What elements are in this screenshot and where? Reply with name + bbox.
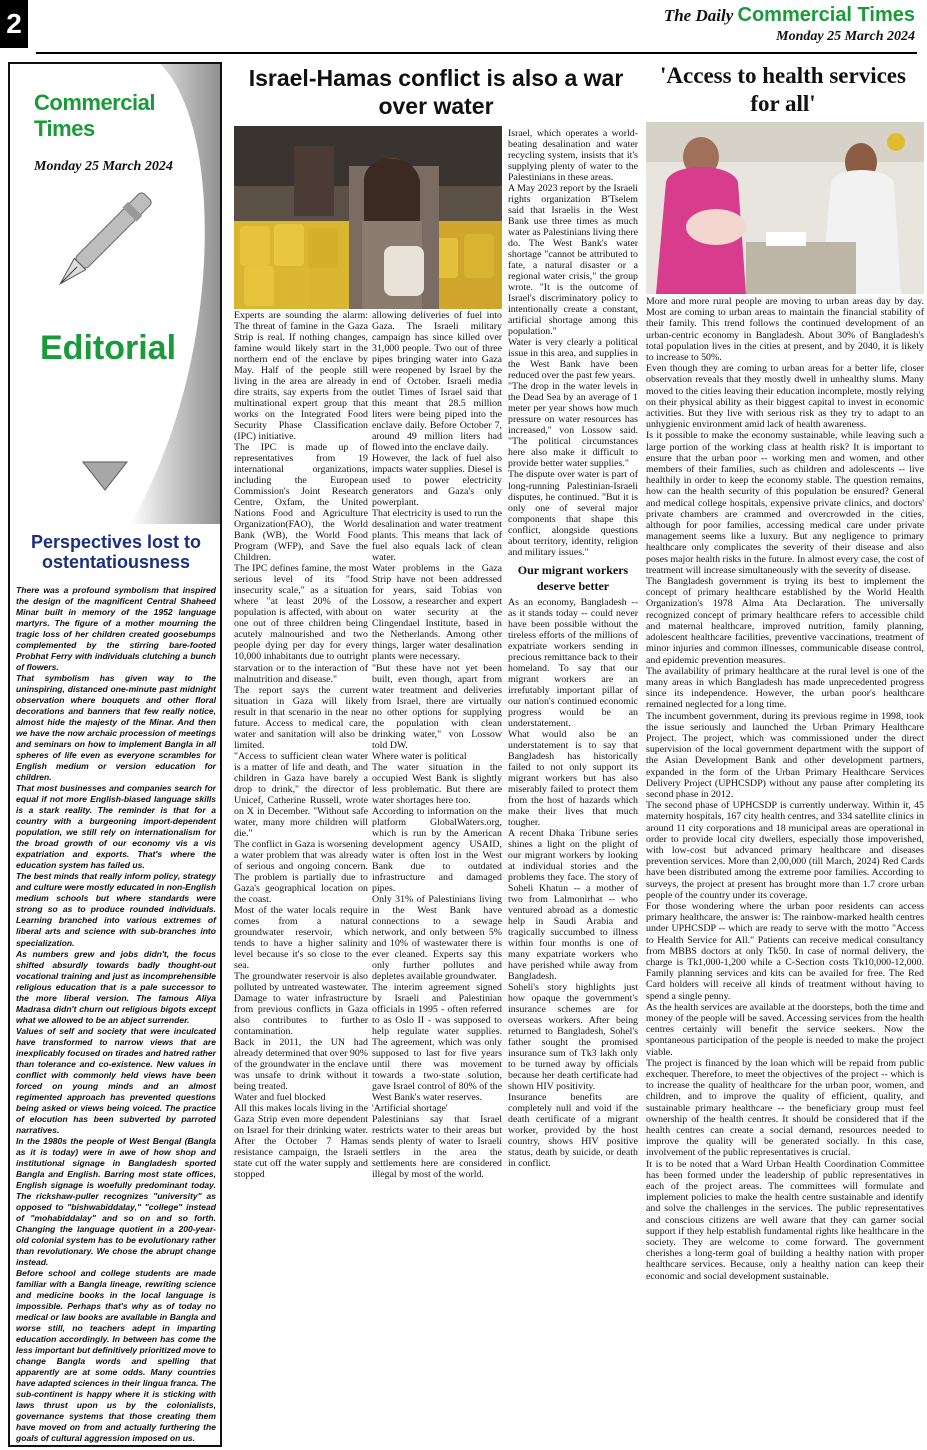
paragraph: Most of the water locals require comes from a natural groundwater reservoir, which tends to have a higher salinity level because it's so close to the sea. — [234, 904, 368, 971]
paragraph: Water is very clearly a political issue in this area, and supplies in the West Bank have been reduced over the past few years. — [508, 337, 638, 382]
paragraph: All this makes locals living in the Gaza Strip even more dependent on Israel for their drinking water. After the October 7 Hamas resistance campaign, the Israeli state cut off the water supply and stopped — [234, 1103, 368, 1181]
masthead-prefix: The Daily — [663, 6, 734, 25]
paragraph: That most businesses and companies search for equal if not more English-biased language skills is a stark reality. The reminder is that for a country with a burgeoning import-dependent population, we still rely on internationalism for the broad growth of our economy vis a vis expatriation and exports. That's where the education system has failed us. — [16, 783, 216, 871]
paragraph: The conflict in Gaza is worsening a water problem that was already of serious and ongoing concern. The problem is partially due to Gaza's geographical location on the coast. — [234, 838, 368, 905]
paragraph: The IPC defines famine, the most serious level of its "food insecurity scale," as a situation where "at least 20% of the population is affected, with about one out of three children being acutely malnourished and two people dying per day for every 10,000 inhabitants due to outright starvation or to the interaction of malnutrition and disease." — [234, 563, 368, 685]
paragraph: However, the lack of fuel also impacts water supplies. Diesel is used to power electricity generators and Gaza's only powerplant. — [372, 453, 502, 509]
paragraph: As numbers grew and jobs didn't, the focus shifted absurdly towards badly thought-out vocational training and just as incomprehensible religious education that is a pale successor to the more liberal version. The famous Aliya Madrasa didn't churn out religious bigots except what we allowed to be an abject surrender. — [16, 948, 216, 1025]
paragraph: Even though they are coming to urban areas for a better life, closer observation reveals that they mostly dwell in unhealthy slums. Many moved to the cities leaving their education incomplete, mostly relying on their physical ability as their biggest capital to invest in economic activities. But they live with serious risk as they try to adapt to an unhygienic environment amid lack of health awareness. — [646, 363, 924, 431]
paragraph: The incumbent government, during its previous regime in 1998, took the issue seriously and launched the Urban Primary Healthcare Project. The project, which was commissioned under the direct supervision of the local government department with the support of the Asian Development Bank and other development partners, expanded in the form of the Urban Primary Healthcare Services Delivery Project (UPHCSDP) without any pause after completing its second phase in 2012. — [646, 710, 924, 800]
paragraph: Israel, which operates a world-beating desalination and water recycling system, insists that it's supplying plenty of water to the Palestinians in these areas. — [508, 128, 638, 184]
paragraph: "Access to sufficient clean water is a matter of life and death, and children in Gaza have barely a drop to drink," the director of Unicef, Catherine Russell, wrote on X in December. "Without safe water, many more children will die." — [234, 750, 368, 839]
paragraph: Soheli's story highlights just how opaque the government's insurance schemes are for overseas workers. After being returned to Bangladesh, Sohel's father sought the promised insurance sum of Tk3 lakh only to be turned away by officials because her death certificate had shown HIV positivity. — [508, 982, 638, 1093]
paragraph: Insurance benefits are completely null and void if the death certificate of a migrant worker, provided by the host country, shows HIV positive status, death by suicide, or death in conflict. — [508, 1092, 638, 1170]
paragraph: It is to be noted that a Ward Urban Health Coordination Committee has been formed under the leadership of public representatives in each of the project areas. The committees will formulate and implement policies to make the health centre sustainable and identify and solve the challenges in the services. The public representatives and conscious citizens are well aware that they can garner social support if they help establish fundamental rights like healthcare in the society. They are welcome to come forward. The government cherishes a long-term goal of building a healthy nation with proper healthcare services. Because, only a healthy nation can keep their economic and social development sustainable. — [646, 1158, 924, 1282]
paragraph: The dispute over water is part of long-running Palestinian-Israeli disputes, he continued. "But it is only one of several major components that shape this conflict, alongside questions about territory, identity, religion and military issues." — [508, 469, 638, 558]
paragraph: Values of self and society that were inculcated have transformed to narrow views that are inexplicably focused on tirades and hatred rather than tolerance and co-existence. New values in conflict with commonly held views have been forced on young minds and an almost regimented approach has prevented questions being asked or views being voiced. The practice of elocution has been subverted by parroted narratives. — [16, 1025, 216, 1135]
paragraph: For those wondering where the urban poor residents can access primary healthcare, the answer is: The rainbow-marked health centres under UPHCSDP -- which are ready to serve with the motto "Access to Health Service for All." Patients can receive medical consultancy from MBBS doctors at only Tk50. In case of normal delivery, the charge is Tk1,000-1,200 while a C-Section costs Tk10,000-12,000. Family planning services and kits can be availed for free. The Red Card holders will receive all kinds of treatment without having to spend a single penny. — [646, 900, 924, 1002]
editorial-headline: Perspectives lost to ostentatiousness — [30, 532, 202, 572]
paragraph: In the 1980s the people of West Bengal (Bangla as it is today) were in awe of how shop and institutional signage in Bangladesh sported Bangla and English. Barring most state offices, English signage is woefully predominant today. The rickshaw-puller recognizes "university" as opposed to "bishwabiddalay," "college" instead of "mohabiddalay" and so on and so forth. Changing the language quotient in a 200-year-old colonial system has to be evolutionary rather than revolutionary. We chose the abrupt change instead. — [16, 1135, 216, 1267]
israel-article-col1 — [234, 310, 368, 1180]
editorial-sidebar — [8, 62, 222, 1447]
page-number: 2 — [0, 0, 28, 48]
paragraph: The interim agreement signed by Israeli and Palestinian officials in 1995 - often referred to as Oslo II - was supposed to help regulate water supplies. The agreement, which was only supposed to last for five years until there was movement towards a two-state solution, gave Israel control of 80% of the West Bank's water reserves. — [372, 981, 502, 1104]
israel-article-col2 — [372, 310, 502, 1180]
subheading: Water and fuel blocked — [234, 1092, 326, 1104]
paragraph: Before school and college students are made familiar with a Bangla lineage, rewriting science and medicine books in the local language is impossible. Perhaps that's why as of today no medical or law books are available in Bangla and worse still, no teachers adept in imparting education accordingly. In between has come the less important but definitively prioritized move to change Bangla words and spelling that apparently are at some odds. Many countries have adapted sciences in their lingua franca. The sub-continent is happy where it is sticking with laws thrust upon us by the colonialists, governance systems that those creating them have moved on from and actually furthering the goals of cultural aggression imposed on us. — [16, 1267, 216, 1444]
paragraph: Experts are sounding the alarm: The threat of famine in the Gaza Strip is real. If nothing changes, famine would likely start in the northern end of the enclave by May. Half of the people still living in the area are already in dire straits, say experts from the multinational expert group that works on the Integrated Food Security Phase Classification (IPC) initiative. — [234, 310, 368, 443]
paragraph: The IPC is made up of representatives from 19 international organizations, including the European Commission's Joint Research Centre, Oxfam, the United Nations Food and Agriculture Organization(FAO), the World Bank (WB), the World Food Program (WFP), and Save the Children. — [234, 442, 368, 564]
masthead-date: Monday 25 March 2024 — [776, 29, 915, 44]
masthead-brand — [664, 4, 915, 27]
paragraph: The second phase of UPHCSDP is currently underway. Within it, 45 maternity hospitals, 167 city health centres, and 334 satellite clinics in around 11 city corporations and 18 municipal areas are operational in order to provide local city dwellers, especially those impoverished, with low-cost but advanced primary healthcare and diseases prevention services. More than 2,00,000 (till March, 2024) Red Cards have been distributed among the extreme poor families. According to surveys, the project at present has brought more than 1.7 crore urban people of the country under its coverage. — [646, 800, 924, 901]
masthead-brand-name: Commercial Times — [737, 4, 915, 26]
subheading: Where water is political — [372, 750, 467, 762]
paragraph: There was a profound symbolism that inspired the design of the magnificent Central Shaheed Minar built in memory of the 1952 language martyrs. The figure of a mother mourning the tragic loss of her children created goosebumps complemented by the stirring bare-footed Probhat Ferry with individuals clutching a bunch of flowers. — [16, 585, 216, 673]
paragraph: What would also be an understatement is to say that Bangladesh has historically failed to not only support its migrant workers but has also miserably failed to protect them from the host of hazards which make their lives that much tougher. — [508, 728, 638, 828]
paragraph: allowing deliveries of fuel into Gaza. The Israeli military campaign has since killed over 31,000 people. Two out of three pipes bringing water into Gaza were reopened by Israel by the end of October. Israeli media outlet Times of Israel said that this meant that 28.5 million liters were being piped into the enclave daily. Before October 7, around 49 million liters had flowed into the enclave daily. — [372, 310, 502, 454]
paragraph: The availability of primary healthcare at the rural level is one of the many areas in which Bangladesh has made unprecedented progress since its independence. However, the urban poor's healthcare remained neglected for a long time. — [646, 665, 924, 711]
paragraph: That symbolism has given way to the uninspiring, distanced one-minute past midnight observation where bouquets and other floral decorations and banners that few really notice, almost hide the majesty of the Minar. And then we have the now archaic procession of meetings and seminars on how to implement Bangla in all spheres of life even as everyone scrambles for English medium or version education for children. — [16, 673, 216, 783]
paragraph: The best minds that really inform policy, strategy and culture were mostly educated in non-English medium schools but where standards were strong so as to produce rounded individuals. Learning branched into various extremes of liberal arts and science with sub-branches into specialization. — [16, 871, 216, 948]
top-rule — [36, 52, 917, 54]
sidebar-brand: Commercial Times — [34, 90, 155, 141]
paragraph: The Bangladesh government is trying its best to implement the concept of primary healthcare established by the World Health Organization's 1978 Alma Ata Declaration. The universally recognized concept of primary healthcare refers to accessible child and maternal healthcare, improved nutrition, family planning, adolescent healthcare facilities, preventive vaccinations, treatment of minor injuries and common illnesses, communicable disease control, and epidemic prevention measures. — [646, 576, 924, 666]
paragraph: A recent Dhaka Tribune series shines a light on the plight of our migrant workers by looking at individual stories and the problems they face. The story of Soheli Khatun -- a mother of two from Lalmonirhat -- who ventured abroad as a domestic help in Saudi Arabia and tragically succumbed to illness within four months is one of many expatriate workers who have perished while away from Bangladesh. — [508, 827, 638, 983]
paragraph: The project is financed by the loan which will be repaid from public exchequer. Therefore, to meet the objectives of the project -- which is to increase the quality of healthcare for the urban poor, women, and children, and to improve the quality of efficient, quality, and sustainable primary healthcare -- the beneficiary group must feel ownership of the health centres. It should be considered that if the health centres can create a social demand, resources needed to improve the quality will be generated socially. In this case, involvement of the public representatives is crucial. — [646, 1057, 924, 1159]
paragraph: Is it possible to make the economy sustainable, while leaving such a large portion of the working class at health risk? It is important to ensure that the urban poor -- working men and women, and other members of their families, such as children and adolescents -- live healthily in order to keep the economy stable. The question remains, how can the health security of this population be ensured? General and medical college hospitals, expensive private clinics, and doctors' private chambers are crammed and overcrowded in the cities, although for poor families, accessing medical care under private management seems like a luxury. But any negligence to primary healthcare only complicates the severity of their disease and also poses major health risks in the future. In almost every case, the cost of treatment will increase simultaneously with the severity of disease. — [646, 430, 924, 576]
paragraph: As an economy, Bangladesh -- as it stands today -- could never have been possible without the tireless efforts of the millions of expatriate workers sending in precious remittance back to their homeland. To say that our migrant workers are an irrefutably important pillar of our nation's continued economic progress would be an understatement. — [508, 596, 638, 729]
section-title: Editorial — [40, 329, 177, 367]
paragraph: Back in 2011, the UN had already determined that over 90% of the groundwater in the enclave was unsafe to drink without it being treated. — [234, 1037, 368, 1093]
health-article-body — [646, 296, 924, 1282]
paragraph: "But these have not yet been built, even though, apart from water treatment and deliveries from Israel, there are virtually no other options for supplying the population with clean drinking water," von Lossow told DW. — [372, 662, 502, 751]
paragraph: Palestinians say that Israel restricts water to their areas but sends plenty of water to Israeli settlers in the area the settlements here are considered illegal by most of the world. — [372, 1114, 502, 1181]
editorial-body — [16, 585, 216, 1444]
paragraph: A May 2023 report by the Israeli rights organization B'Tselem said that Israelis in the West Bank use three times as much water as Palestinians living there do. The West Bank's water shortage "cannot be attributed to fate, a natural disaster or a regional water crisis," the group wrote. "It is the outcome of Israel's discriminatory policy to intentionally create a constant, artificial shortage among this population." — [508, 183, 638, 338]
paragraph: "The drop in the water levels in the Dead Sea by an average of 1 meter per year shows how much pressure on water resources has increased," von Lossow said. "The political circumstances here also make it difficult to provide better water supplies." — [508, 381, 638, 470]
paragraph: Only 31% of Palestinians living in the West Bank have connections to a sewage network, and only between 5% and 10% of wastewater there is ever cleaned. Experts say this only further pollutes and depletes available groundwater. — [372, 893, 502, 982]
paragraph: As the health services are available at the doorsteps, both the time and money of the people will be saved. Accessing services from the health centres certainly will benefit the service seekers. Now the spontaneous participation of the people is needed to make the project viable. — [646, 1001, 924, 1058]
gaza-water-photo — [234, 126, 502, 309]
paragraph: The groundwater reservoir is also polluted by untreated wastewater. Damage to water infrastructure from previous conflicts in Gaza also contributes to further contamination. — [234, 970, 368, 1038]
migrant-article-title: Our migrant workers deserve better — [517, 562, 629, 593]
paragraph: According to information on the platform GlobalWaters.org, which is run by the American development agency USAID, water is often lost in the West Bank due to outdated infrastructure and damaged pipes. — [372, 805, 502, 894]
sidebar-date: Monday 25 March 2024 — [34, 159, 173, 174]
health-clinic-photo — [646, 122, 924, 294]
israel-article-title: Israel-Hamas conflict is also a war over water — [248, 65, 624, 119]
israel-article-col3 — [508, 128, 638, 1169]
subheading: 'Artificial shortage' — [372, 1103, 448, 1115]
health-article-title: 'Access to health services for all' — [660, 63, 906, 116]
paragraph: The report says the current situation in Gaza will likely result in that scenario in the near future. Access to medical care, water and sanitation will also be limited. — [234, 684, 368, 751]
down-arrow-icon — [83, 462, 127, 490]
masthead — [664, 4, 915, 45]
paragraph: More and more rural people are moving to urban areas day by day. Most are coming to urban areas to maintain the financial stability of their family. This trend follows the continued development of an urban-centric economy in Bangladesh. About 30% of Bangladesh's total population lives in the cities at present, and by 2040, it is likely to increase to 50%. — [646, 296, 924, 364]
paragraph: The water situation in the occupied West Bank is slightly less problematic. But there are water shortages here too. — [372, 761, 502, 806]
paragraph: Water problems in the Gaza Strip have not been addressed for years, said Tobias von Lossow, a researcher and expert on water security at the Clingendael Institute, based in the Netherlands. Among other things, larger water desalination plants were necessary. — [372, 563, 502, 663]
fountain-pen-icon — [53, 190, 154, 291]
paragraph: That electricity is used to run the desalination and water treatment plants. This means that lack of fuel also equals lack of clean water. — [372, 508, 502, 564]
